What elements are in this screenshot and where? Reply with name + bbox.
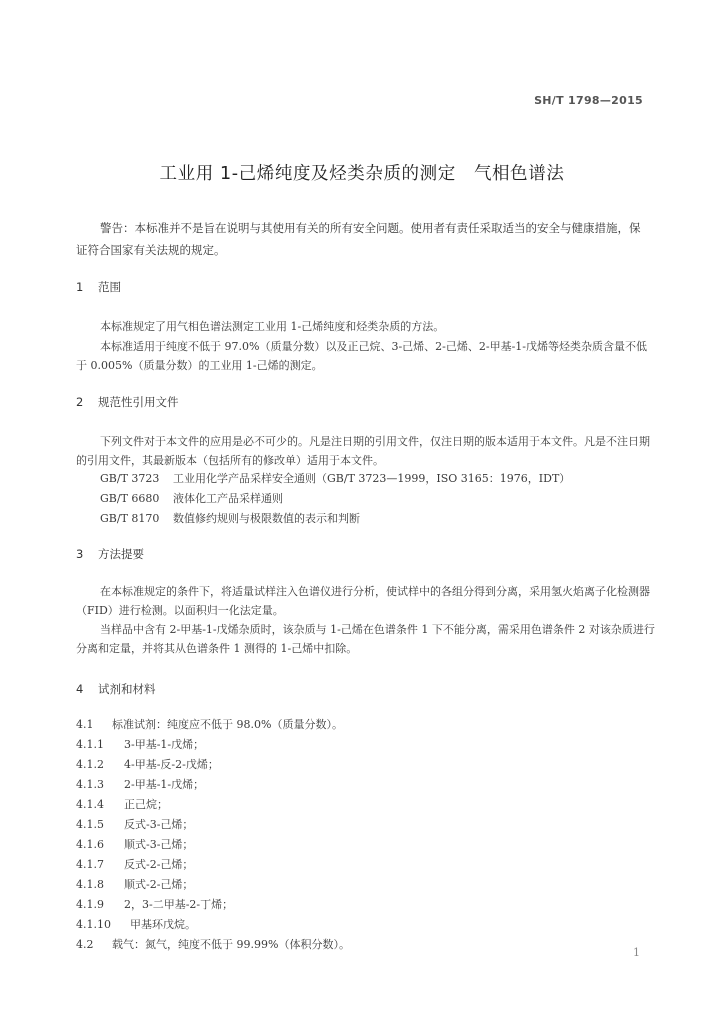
list-item — [76, 856, 193, 872]
paragraph: 本标准规定了用气相色谱法测定工业用 1-己烯纯度和烃类杂质的方法。 — [100, 320, 445, 333]
item-number: 4.1.5 — [76, 818, 104, 831]
section-heading-1 — [76, 279, 121, 295]
section-title: 范围 — [98, 280, 121, 294]
document-title: 工业用 1-己烯纯度及烃类杂质的测定 气相色谱法 — [159, 164, 565, 184]
item-text: 标准试剂：纯度应不低于 98.0%（质量分数）。 — [112, 718, 343, 731]
paragraph: 在本标准规定的条件下，将适量试样注入色谱仪进行分析，使试样中的各组分得到分离，采用氢火焰离子化检测器（FID）进行检测。以面积归一化法定量。 — [76, 585, 650, 617]
item-text: 顺式-3-己烯； — [124, 838, 194, 851]
reference-title: 数值修约规则与极限数值的表示和判断 — [173, 512, 360, 525]
reference-title: 工业用化学产品采样安全通则（GB/T 3723—1999，ISO 3165：1976，IDT） — [173, 472, 571, 485]
item-number: 4.1.8 — [76, 878, 104, 891]
reference-item — [100, 490, 283, 506]
list-item — [76, 776, 204, 792]
paragraph: 下列文件对于本文件的应用是必不可少的。凡是注日期的引用文件，仅注日期的版本适用于本文件。凡是不注日期的引用文件，其最新版本（包括所有的修改单）适用于本文件。 — [76, 435, 650, 467]
list-item — [76, 716, 343, 732]
item-text: 甲基环戊烷。 — [130, 918, 196, 931]
reference-title: 液体化工产品采样通则 — [173, 492, 283, 505]
item-number: 4.2 — [76, 938, 94, 951]
list-item — [76, 876, 193, 892]
item-number: 4.1.1 — [76, 738, 104, 751]
item-text: 正己烷； — [124, 798, 168, 811]
reference-code: GB/T 3723 — [100, 472, 160, 485]
item-text: 3-甲基-1-戊烯； — [124, 738, 205, 751]
section-number: 2 — [76, 395, 84, 409]
list-item — [76, 736, 204, 752]
item-number: 4.1 — [76, 718, 94, 731]
list-item — [76, 796, 168, 812]
list-item — [76, 756, 219, 772]
list-item — [76, 936, 350, 952]
item-number: 4.1.6 — [76, 838, 104, 851]
warning-notice: 警告：本标准并不是旨在说明与其使用有关的所有安全问题。使用者有责任采取适当的安全与健康措施，保证符合国家有关法规的规定。 — [76, 221, 641, 257]
item-text: 2，3-二甲基-2-丁烯； — [124, 898, 234, 911]
section-heading-2 — [76, 394, 179, 410]
item-text: 4-甲基-反-2-戊烯； — [124, 758, 219, 771]
item-text: 2-甲基-1-戊烯； — [124, 778, 205, 791]
list-item — [76, 816, 193, 832]
item-text: 反式-2-己烯； — [124, 858, 194, 871]
item-number: 4.1.10 — [76, 918, 111, 931]
item-text: 顺式-2-己烯； — [124, 878, 194, 891]
item-number: 4.1.2 — [76, 758, 104, 771]
section-heading-4 — [76, 681, 156, 697]
item-number: 4.1.9 — [76, 898, 104, 911]
list-item — [76, 836, 193, 852]
item-number: 4.1.4 — [76, 798, 104, 811]
list-item — [76, 916, 196, 932]
item-number: 4.1.7 — [76, 858, 104, 871]
section-number: 1 — [76, 280, 84, 294]
item-number: 4.1.3 — [76, 778, 104, 791]
item-text: 载气：氮气，纯度不低于 99.99%（体积分数）。 — [112, 938, 350, 951]
reference-code: GB/T 6680 — [100, 492, 160, 505]
section-heading-3 — [76, 546, 144, 562]
reference-item — [100, 510, 360, 526]
section-title: 试剂和材料 — [98, 682, 156, 696]
list-item — [76, 896, 233, 912]
reference-code: GB/T 8170 — [100, 512, 160, 525]
item-text: 反式-3-己烯； — [124, 818, 194, 831]
page-number: 1 — [633, 946, 640, 959]
paragraph: 本标准适用于纯度不低于 97.0%（质量分数）以及正己烷、3-己烯、2-己烯、2-甲基-1-戊烯等烃类杂质含量不低于 0.005%（质量分数）的工业用 1-己烯的测定。 — [76, 340, 648, 372]
section-title: 规范性引用文件 — [98, 395, 179, 409]
section-title: 方法提要 — [98, 547, 144, 561]
paragraph: 当样品中含有 2-甲基-1-戊烯杂质时，该杂质与 1-己烯在色谱条件 1 下不能分离，需采用色谱条件 2 对该杂质进行分离和定量，并将其从色谱条件 1 测得的 1-己烯中扣除。 — [76, 623, 655, 655]
standard-code: SH/T 1798—2015 — [534, 94, 643, 107]
section-number: 4 — [76, 682, 84, 696]
section-number: 3 — [76, 547, 84, 561]
reference-item — [100, 470, 570, 486]
